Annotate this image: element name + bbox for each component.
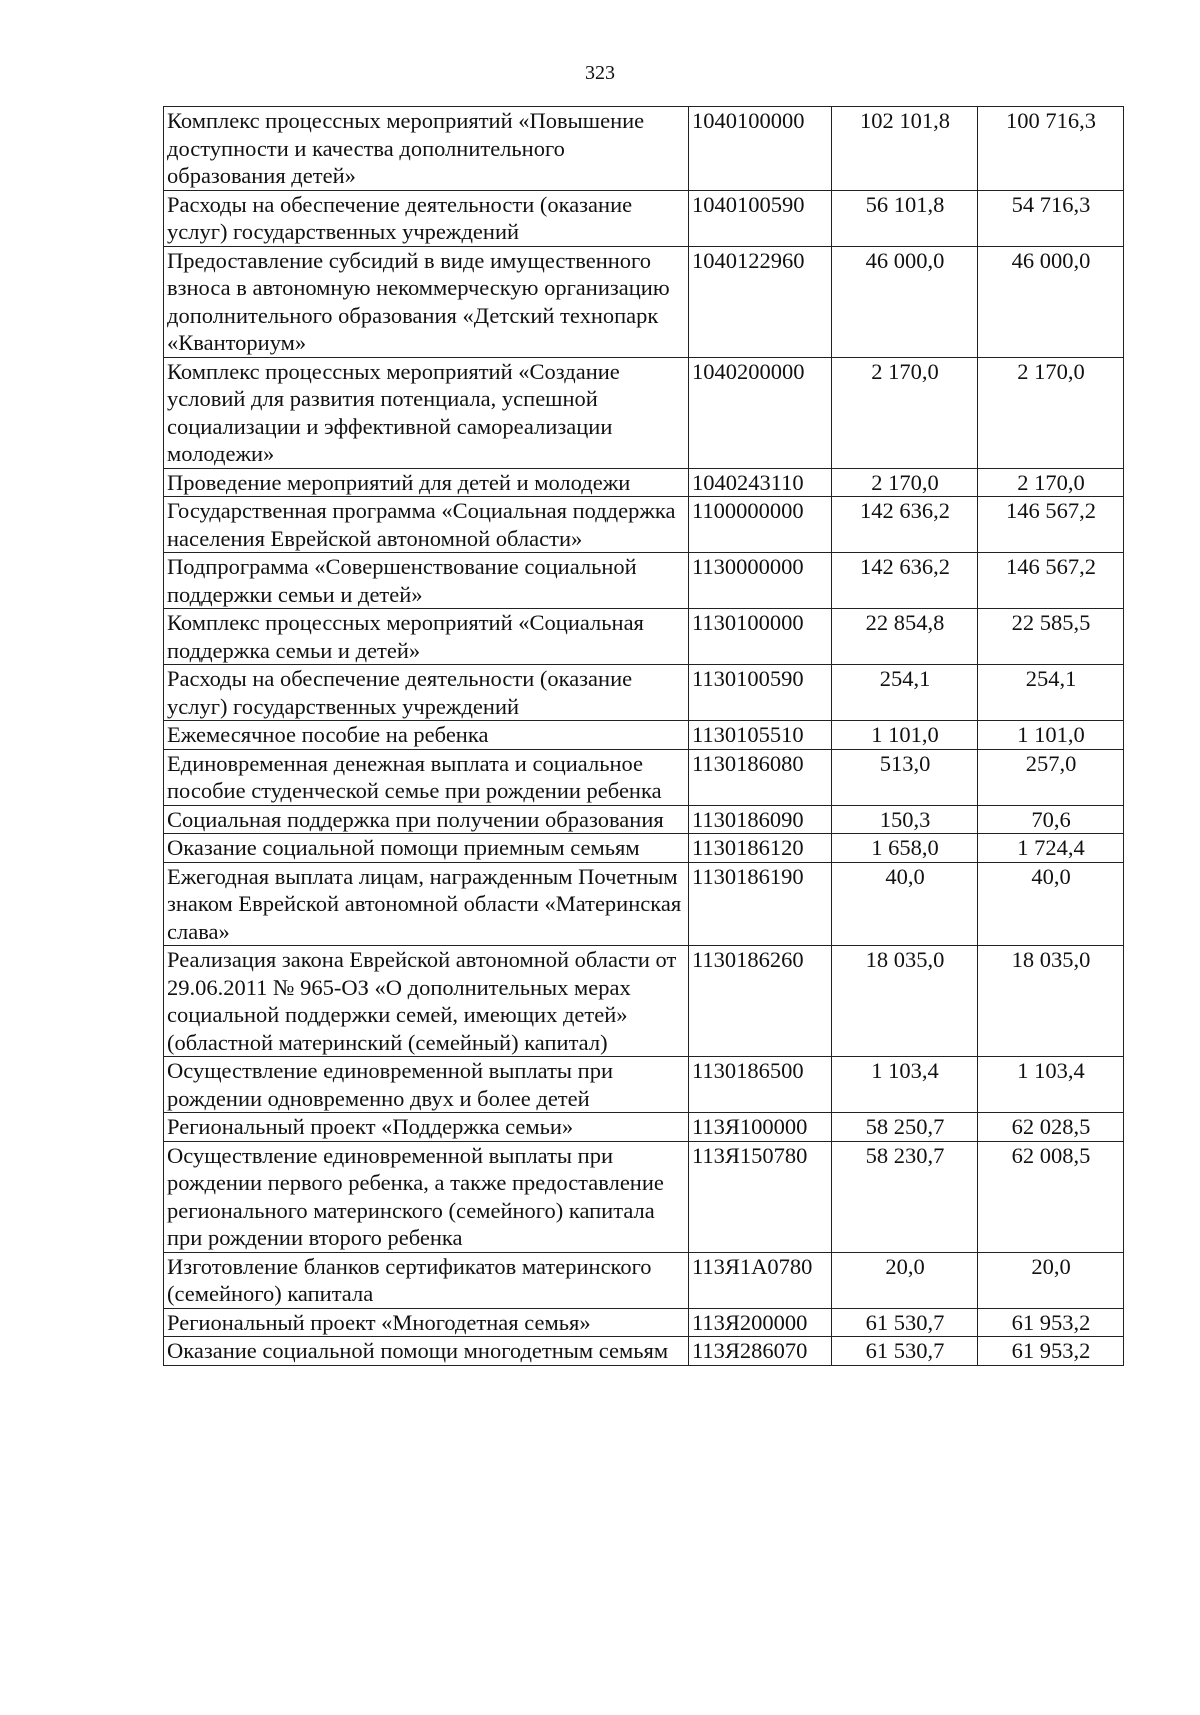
row-value-cell: 1 658,0	[832, 834, 978, 863]
row-value-cell: 142 636,2	[832, 553, 978, 609]
row-value-cell: 40,0	[832, 862, 978, 946]
row-code-cell: 113Я1А0780	[689, 1252, 832, 1308]
row-value-cell: 22 585,5	[978, 609, 1124, 665]
table-row	[164, 805, 1124, 834]
row-code-cell: 1130186120	[689, 834, 832, 863]
row-name-cell: Изготовление бланков сертификатов материнского (семейного) капитала	[164, 1252, 689, 1308]
row-value-cell: 1 103,4	[978, 1057, 1124, 1113]
table-row	[164, 468, 1124, 497]
row-value-cell: 513,0	[832, 749, 978, 805]
row-value-cell: 146 567,2	[978, 497, 1124, 553]
row-name-cell: Государственная программа «Социальная поддержка населения Еврейской автономной области»	[164, 497, 689, 553]
row-name-cell: Проведение мероприятий для детей и молодежи	[164, 468, 689, 497]
row-code-cell: 113Я286070	[689, 1337, 832, 1366]
row-name-cell: Расходы на обеспечение деятельности (оказание услуг) государственных учреждений	[164, 190, 689, 246]
table-row	[164, 721, 1124, 750]
table-row	[164, 497, 1124, 553]
table-row	[164, 1057, 1124, 1113]
row-code-cell: 1040243110	[689, 468, 832, 497]
row-value-cell: 1 101,0	[832, 721, 978, 750]
table-row	[164, 357, 1124, 468]
row-value-cell: 62 008,5	[978, 1141, 1124, 1252]
row-name-cell: Региональный проект «Многодетная семья»	[164, 1308, 689, 1337]
row-name-cell: Реализация закона Еврейской автономной области от 29.06.2011 № 965-ОЗ «О дополнительных мерах социальной поддержки семей, имеющих детей» (областной материнский (семейный) капитал)	[164, 946, 689, 1057]
row-value-cell: 1 724,4	[978, 834, 1124, 863]
table-row	[164, 190, 1124, 246]
row-value-cell: 40,0	[978, 862, 1124, 946]
row-code-cell: 1130186090	[689, 805, 832, 834]
row-value-cell: 257,0	[978, 749, 1124, 805]
row-code-cell: 1130000000	[689, 553, 832, 609]
row-code-cell: 1130100000	[689, 609, 832, 665]
row-value-cell: 46 000,0	[832, 246, 978, 357]
row-name-cell: Региональный проект «Поддержка семьи»	[164, 1113, 689, 1142]
row-name-cell: Предоставление субсидий в виде имущественного взноса в автономную некоммерческую организацию дополнительного образования «Детский технопарк «Кванториум»	[164, 246, 689, 357]
row-name-cell: Социальная поддержка при получении образования	[164, 805, 689, 834]
row-name-cell: Единовременная денежная выплата и социальное пособие студенческой семье при рождении ребенка	[164, 749, 689, 805]
table-row	[164, 749, 1124, 805]
row-value-cell: 20,0	[978, 1252, 1124, 1308]
row-code-cell: 1040200000	[689, 357, 832, 468]
row-code-cell: 113Я200000	[689, 1308, 832, 1337]
table-row	[164, 1113, 1124, 1142]
row-name-cell: Подпрограмма «Совершенствование социальной поддержки семьи и детей»	[164, 553, 689, 609]
row-name-cell: Оказание социальной помощи приемным семьям	[164, 834, 689, 863]
row-value-cell: 100 716,3	[978, 107, 1124, 191]
row-value-cell: 254,1	[978, 665, 1124, 721]
table-row	[164, 946, 1124, 1057]
row-code-cell: 1130186190	[689, 862, 832, 946]
row-value-cell: 58 250,7	[832, 1113, 978, 1142]
row-value-cell: 18 035,0	[978, 946, 1124, 1057]
row-value-cell: 56 101,8	[832, 190, 978, 246]
row-value-cell: 58 230,7	[832, 1141, 978, 1252]
row-name-cell: Комплекс процессных мероприятий «Повышение доступности и качества дополнительного образования детей»	[164, 107, 689, 191]
row-code-cell: 1130100590	[689, 665, 832, 721]
row-code-cell: 1040100590	[689, 190, 832, 246]
row-value-cell: 18 035,0	[832, 946, 978, 1057]
row-value-cell: 61 530,7	[832, 1337, 978, 1366]
row-value-cell: 61 530,7	[832, 1308, 978, 1337]
row-value-cell: 61 953,2	[978, 1308, 1124, 1337]
row-value-cell: 1 101,0	[978, 721, 1124, 750]
row-code-cell: 1130186080	[689, 749, 832, 805]
row-value-cell: 22 854,8	[832, 609, 978, 665]
row-code-cell: 113Я150780	[689, 1141, 832, 1252]
row-value-cell: 142 636,2	[832, 497, 978, 553]
table-row	[164, 1308, 1124, 1337]
row-value-cell: 62 028,5	[978, 1113, 1124, 1142]
row-value-cell: 254,1	[832, 665, 978, 721]
row-code-cell: 1100000000	[689, 497, 832, 553]
row-code-cell: 113Я100000	[689, 1113, 832, 1142]
row-value-cell: 2 170,0	[978, 357, 1124, 468]
budget-table-body	[164, 107, 1124, 1366]
table-row	[164, 1252, 1124, 1308]
table-row	[164, 834, 1124, 863]
row-name-cell: Ежемесячное пособие на ребенка	[164, 721, 689, 750]
row-code-cell: 1040122960	[689, 246, 832, 357]
row-code-cell: 1130105510	[689, 721, 832, 750]
table-row	[164, 609, 1124, 665]
row-name-cell: Комплекс процессных мероприятий «Социальная поддержка семьи и детей»	[164, 609, 689, 665]
row-value-cell: 150,3	[832, 805, 978, 834]
page-number: 323	[585, 62, 615, 84]
budget-table	[163, 106, 1124, 1366]
row-value-cell: 2 170,0	[832, 468, 978, 497]
row-name-cell: Комплекс процессных мероприятий «Создание условий для развития потенциала, успешной социализации и эффективной самореализации молодежи»	[164, 357, 689, 468]
row-value-cell: 1 103,4	[832, 1057, 978, 1113]
row-value-cell: 102 101,8	[832, 107, 978, 191]
row-value-cell: 2 170,0	[832, 357, 978, 468]
table-row	[164, 553, 1124, 609]
row-value-cell: 54 716,3	[978, 190, 1124, 246]
table-row	[164, 665, 1124, 721]
row-name-cell: Расходы на обеспечение деятельности (оказание услуг) государственных учреждений	[164, 665, 689, 721]
row-code-cell: 1040100000	[689, 107, 832, 191]
table-row	[164, 862, 1124, 946]
table-row	[164, 107, 1124, 191]
row-value-cell: 146 567,2	[978, 553, 1124, 609]
row-code-cell: 1130186500	[689, 1057, 832, 1113]
row-name-cell: Ежегодная выплата лицам, награжденным Почетным знаком Еврейской автономной области «Материнская слава»	[164, 862, 689, 946]
table-row	[164, 1337, 1124, 1366]
row-value-cell: 2 170,0	[978, 468, 1124, 497]
row-value-cell: 70,6	[978, 805, 1124, 834]
row-value-cell: 46 000,0	[978, 246, 1124, 357]
row-name-cell: Осуществление единовременной выплаты при рождении первого ребенка, а также предоставление регионального материнского (семейного) капитала при рождении второго ребенка	[164, 1141, 689, 1252]
row-name-cell: Осуществление единовременной выплаты при рождении одновременно двух и более детей	[164, 1057, 689, 1113]
table-row	[164, 1141, 1124, 1252]
row-name-cell: Оказание социальной помощи многодетным семьям	[164, 1337, 689, 1366]
row-value-cell: 61 953,2	[978, 1337, 1124, 1366]
row-value-cell: 20,0	[832, 1252, 978, 1308]
row-code-cell: 1130186260	[689, 946, 832, 1057]
table-row	[164, 246, 1124, 357]
